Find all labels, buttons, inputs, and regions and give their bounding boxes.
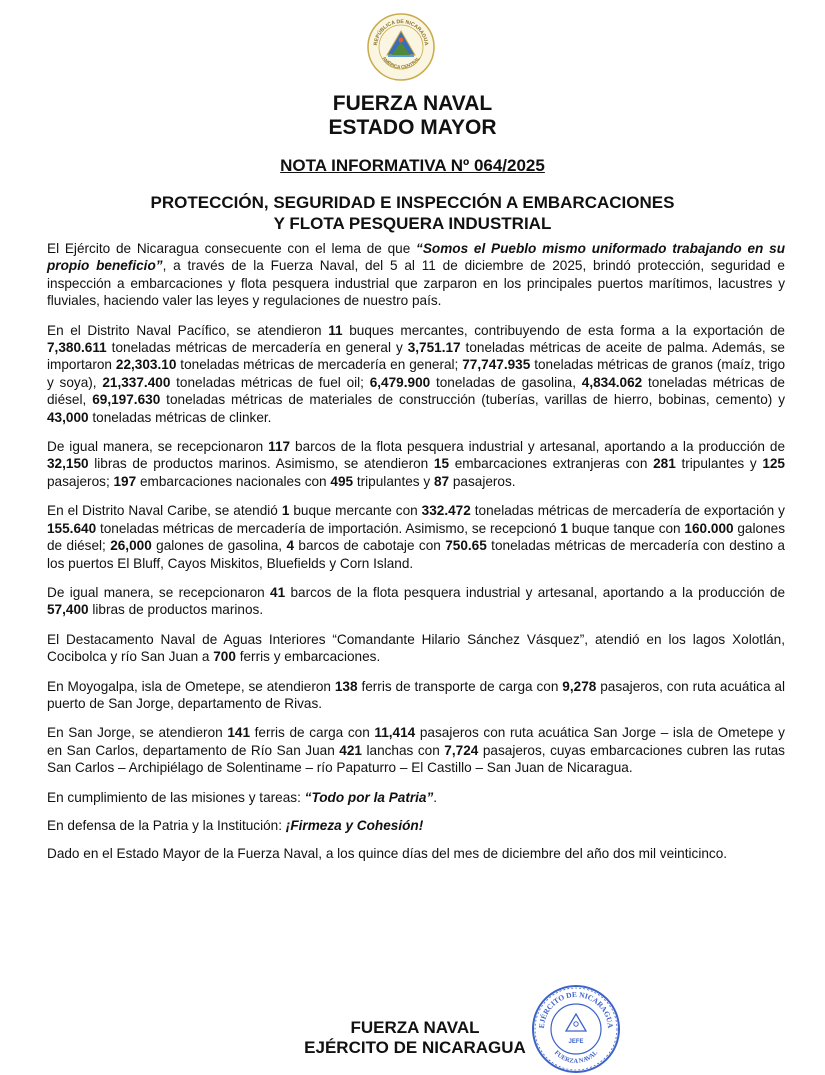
paragraph-inland-waters: El Destacamento Naval de Aguas Interiores “Comandante Hilario Sánchez Vásquez”, atendió en los lagos Xolotlán, Cocibolca y río San Juan a 700 ferris y embarcaciones. — [47, 631, 785, 665]
svg-text:REPÚBLICA DE NICARAGUA: REPÚBLICA DE NICARAGUA — [373, 18, 429, 46]
org-unit: ESTADO MAYOR — [328, 116, 497, 139]
note-body — [47, 240, 785, 875]
paragraph-caribbean-fishing: De igual manera, se recepcionaron 41 barcos de la flota pesquera industrial y artesanal, aportando a la producción de 57,400 libras de productos marinos. — [47, 584, 785, 618]
paragraph-pacific-fishing: De igual manera, se recepcionaron 117 barcos de la flota pesquera industrial y artesanal, aportando a la producción de 32,150 libras de productos marinos. Asimismo, se atendieron 15 embarcaciones extranjeras con 281 tripulantes y 125 pasajeros; 197 embarcaciones nacionales con 495 tripulantes y 87 pasajeros. — [47, 439, 785, 489]
svg-text:AMÉRICA CENTRAL: AMÉRICA CENTRAL — [381, 55, 421, 70]
subject-title-line-1: PROTECCIÓN, SEGURIDAD E INSPECCIÓN A EMBARCACIONES — [150, 193, 675, 212]
org-name: FUERZA NAVAL — [332, 92, 493, 115]
paragraph-mission-motto: En cumplimiento de las misiones y tareas: “Todo por la Patria”. — [47, 789, 438, 805]
svg-text:EJÉRCITO DE NICARAGUA: EJÉRCITO DE NICARAGUA — [536, 989, 616, 1029]
paragraph-pacific-district: En el Distrito Naval Pacífico, se atendieron 11 buques mercantes, contribuyendo de esta forma a la exportación de 7,380.611 toneladas métricas de mercadería en general y 3,751.17 toneladas métricas de aceite de palma. Además, se importaron 22,303.10 toneladas métricas de mercadería en general; 77,747.935 toneladas métricas de granos (maíz, trigo y soya), 21,337.400 toneladas métricas de fuel oil; 6,479.900 toneladas de gasolina, 4,834.062 toneladas métricas de diésel, 69,197.630 toneladas métricas de materiales de construcción (tuberías, varillas de hierro, bobinas, cemento) y 43,000 toneladas métricas de clinker. — [47, 322, 786, 425]
paragraph-defense-motto: En defensa de la Patria y la Institución: ¡Firmeza y Cohesión! — [47, 817, 424, 833]
svg-text:JEFE: JEFE — [568, 1039, 584, 1045]
paragraph-san-jorge: En San Jorge, se atendieron 141 ferris de carga con 11,414 pasajeros con ruta acuática San Jorge – isla de Ometepe y en San Carlos, departamento de Río San Juan 421 lanchas con 7,724 pasajeros, cuyas embarcaciones cubren las rutas San Carlos – Archipiélago de Solentiname – río Papaturro – El Castillo – San Juan de Nicaragua. — [47, 725, 785, 776]
subject-title-line-2: Y FLOTA PESQUERA INDUSTRIAL — [273, 214, 552, 233]
coat-of-arms-seal-icon — [366, 12, 436, 82]
svg-text:FUERZA NAVAL: FUERZA NAVAL — [552, 1049, 600, 1066]
paragraph-caribbean-district: En el Distrito Naval Caribe, se atendió 1 buque mercante con 332.472 toneladas métricas de mercadería de exportación y 155.640 toneladas métricas de mercadería de importación. Asimismo, se recepcionó 1 buque tanque con 160.000 galones de diésel; 26,000 galones de gasolina, 4 barcos de cabotaje con 750.65 toneladas métricas de mercadería con destino a los puertos El Bluff, Cayos Miskitos, Bluefields y Corn Island. — [47, 503, 785, 571]
paragraph-intro: El Ejército de Nicaragua consecuente con el lema de que “Somos el Pueblo mismo uniformado trabajando en su propio beneficio”, a través de la Fuerza Naval, del 5 al 11 de diciembre de 2025, brindó protección, seguridad e inspección a embarcaciones y flota pesquera industrial que zarparon en los principales puertos marítimos, lacustres y fluviales, haciendo valer las leyes y regulaciones de nuestro país. — [47, 241, 785, 309]
note-number: NOTA INFORMATIVA Nº 064/2025 — [280, 156, 545, 175]
signature-unit: FUERZA NAVAL — [350, 1018, 480, 1037]
paragraph-closing: Dado en el Estado Mayor de la Fuerza Naval, a los quince días del mes de diciembre del año dos mil veinticinco. — [47, 846, 728, 862]
paragraph-moyogalpa: En Moyogalpa, isla de Ometepe, se atendieron 138 ferris de transporte de carga con 9,278 pasajeros, con ruta acuática al puerto de San Jorge, departamento de Rivas. — [47, 678, 785, 711]
signature-institution: EJÉRCITO DE NICARAGUA — [304, 1038, 526, 1057]
